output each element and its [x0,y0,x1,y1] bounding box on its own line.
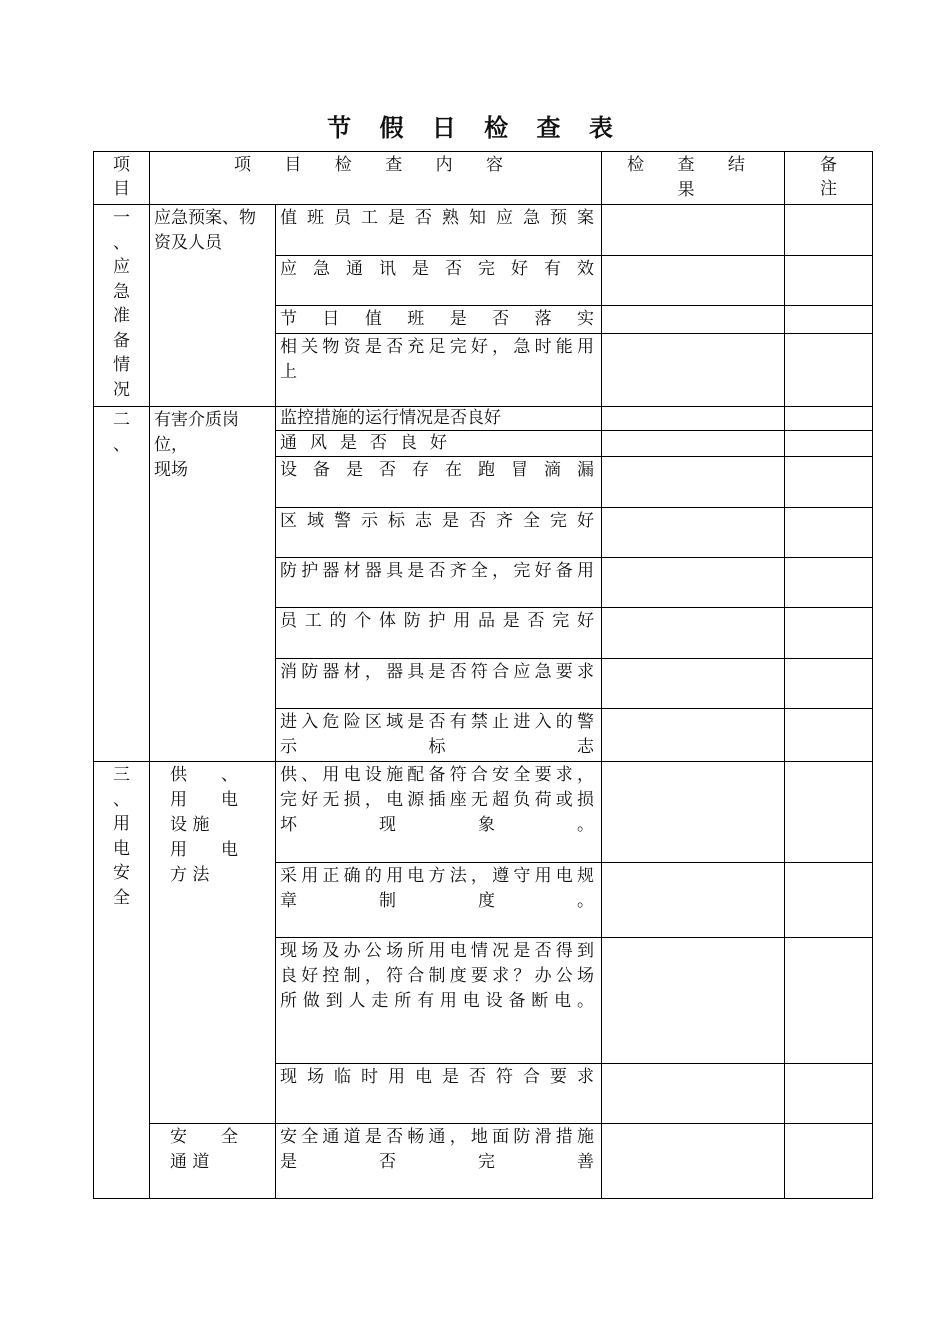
header-row [94,152,873,205]
check-item: 应急通讯是否完好有效 [276,256,602,306]
note-cell[interactable] [785,1064,873,1124]
header-result: 检 查 结 果 [602,152,785,205]
section-2-label: 二 、 [94,407,150,762]
note-cell[interactable] [785,762,873,863]
note-cell[interactable] [785,334,873,407]
check-item: 监控措施的运行情况是否良好 [276,407,602,431]
note-cell[interactable] [785,608,873,659]
section-1-label: 一 、 应 急 准 备 情 况 [94,205,150,407]
note-cell[interactable] [785,431,873,457]
result-cell[interactable] [602,1064,785,1124]
result-cell[interactable] [602,709,785,762]
result-cell[interactable] [602,256,785,306]
result-cell[interactable] [602,1124,785,1199]
section-2-subject: 有害介质岗位， 现场 [150,407,276,762]
check-item: 现场及办公场所用电情况是否得到良好控制，符合制度要求？办公场所做到人走所有用电设备断电。 [276,938,602,1064]
table-row [94,407,873,431]
check-item: 区域警示标志是否齐全完好 [276,508,602,558]
note-cell[interactable] [785,863,873,938]
check-item: 值班员工是否熟知应急预案 [276,205,602,256]
result-cell[interactable] [602,608,785,659]
check-item: 员工的个体防护用品是否完好 [276,608,602,659]
page-title: 节 假 日 检 查 表 [327,113,623,142]
table-row [94,762,873,863]
result-cell[interactable] [602,407,785,431]
note-cell[interactable] [785,938,873,1064]
note-cell[interactable] [785,256,873,306]
check-item: 设备是否存在跑冒滴漏 [276,457,602,508]
result-cell[interactable] [602,558,785,608]
result-cell[interactable] [602,863,785,938]
section-3-subject-power: 供 、 用 电 设 施 用 电 方 法 [150,762,276,1124]
note-cell[interactable] [785,407,873,431]
note-cell[interactable] [785,306,873,334]
note-cell[interactable] [785,457,873,508]
table-row [94,205,873,256]
note-cell[interactable] [785,1124,873,1199]
note-cell[interactable] [785,659,873,709]
check-item: 进入危险区域是否有禁止进入的警示标志 [276,709,602,762]
header-note: 备 注 [785,152,873,205]
check-item: 采用正确的用电方法，遵守用电规章制度。 [276,863,602,938]
result-cell[interactable] [602,508,785,558]
result-cell[interactable] [602,431,785,457]
header-content: 项 目 检 查 内 容 [150,152,602,205]
check-item: 防护器材器具是否齐全，完好备用 [276,558,602,608]
section-3-label: 三 、 用 电 安 全 [94,762,150,1199]
check-item: 安全通道是否畅通，地面防滑措施是否完善 [276,1124,602,1199]
table-row [94,1124,873,1199]
header-item: 项 目 [94,152,150,205]
inspection-table [93,151,873,1199]
section-3-subject-passage: 安 全 通 道 [150,1124,276,1199]
result-cell[interactable] [602,334,785,407]
check-item: 相关物资是否充足完好，急时能用上 [276,334,602,407]
check-item: 节日值班是否落实 [276,306,602,334]
result-cell[interactable] [602,762,785,863]
note-cell[interactable] [785,205,873,256]
note-cell[interactable] [785,709,873,762]
check-item: 通风是否良好 [276,431,602,457]
result-cell[interactable] [602,457,785,508]
result-cell[interactable] [602,938,785,1064]
check-item: 供、用电设施配备符合安全要求，完好无损，电源插座无超负荷或损坏现象。 [276,762,602,863]
check-item: 消防器材，器具是否符合应急要求 [276,659,602,709]
result-cell[interactable] [602,205,785,256]
result-cell[interactable] [602,306,785,334]
section-1-subject: 应急预案、物资及人员 [150,205,276,407]
note-cell[interactable] [785,508,873,558]
check-item: 现场临时用电是否符合要求 [276,1064,602,1124]
result-cell[interactable] [602,659,785,709]
note-cell[interactable] [785,558,873,608]
